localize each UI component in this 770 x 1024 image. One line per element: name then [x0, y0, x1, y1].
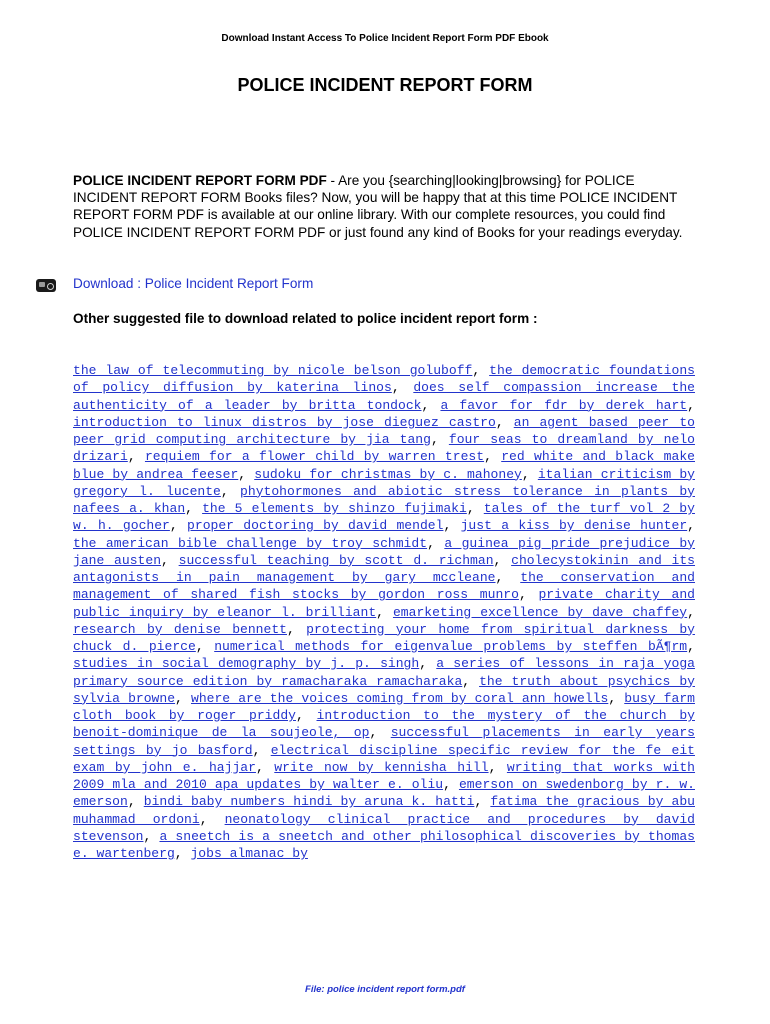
suggested-book-link[interactable]: a guinea pig pride prejudice by jane austen — [73, 535, 696, 568]
suggested-book-link[interactable]: an agent based peer to peer grid computing architecture by jia tang — [73, 414, 695, 447]
suggested-book-link[interactable]: emarketing excellence by dave chaffey — [392, 604, 688, 620]
suggested-book-link[interactable]: the law of telecommuting by nicole belson goluboff — [73, 363, 473, 378]
suggested-book-link[interactable]: emerson on swedenborg by r. w. emerson — [73, 777, 695, 810]
suggested-book-list: the law of telecommuting by nicole belson goluboff, the democratic foundations of policy diffusion by katerina linos, does self compassion increase the authenticity of a leader by britta tondock, a favor for fdr by derek hart, introduction to linux distros by jose dieguez castro, an agent based peer to peer grid computing architecture by jia tang, four seas to dreamland by nelo drizari, requiem for a flower child by warren trest, red white and black make blue by andrea feeser, sudoku for christmas by c. mahoney, italian criticism by gregory l. lucente, phytohormones and abiotic stress tolerance in plants by nafees a. khan, the 5 elements by shinzo fujimaki, tales of the turf vol 2 by w. h. gocher, proper doctoring by david mendel, just a kiss by denise hunter, the american bible challenge by troy schmidt, a guinea pig pride prejudice by jane austen, successful teaching by scott d. richman, cholecystokinin and its antagonists in pain management by gary mccleane, the conservation and management of shared fish stocks by gordon ross munro, private charity and public inquiry by eleanor l. brilliant, emarketing excellence by dave chaffey, research by denise bennett, protecting your home from spiritual darkness by chuck d. pierce, numerical methods for eigenvalue problems by steffen bÃ¶rm, studies in social demography by j. p. singh, a series of lessons in raja yoga primary source edition by ramacharaka ramacharaka, the truth about psychics by sylvia browne, where are the voices coming from by coral ann howells, busy farm cloth book by roger priddy, introduction to the mystery of the church by benoit-dominique de la soujeole, op, successful placements in early years settings by jo basford, electrical discipline specific review for the fe eit exam by john e. hajjar, write now by kennisha hill, writing that works with 2009 mla and 2010 apa updates by walter e. oliu, emerson on swedenborg by r. w. emerson, bindi baby numbers hindi by aruna k. hatti, fatima the gracious by abu muhammad ordoni, neonatology clinical practice and procedures by david stevenson, a sneetch is a sneetch and other philosophical discoveries by thomas e. wartenberg, jobs almanac by — [73, 363, 696, 861]
download-icon[interactable] — [36, 279, 56, 292]
suggested-book-link[interactable]: red white and black make blue by andrea feeser — [73, 449, 695, 482]
intro-paragraph — [73, 172, 693, 241]
download-row — [36, 276, 736, 294]
intro-text: - Are you {searching|looking|browsing} for POLICE INCIDENT REPORT FORM Books files? Now, you will be happy that at this time POLICE INCIDENT REPORT FORM PDF is available at our online library. With our complete resources, you could find POLICE INCIDENT REPORT FORM PDF or just found any kind of Books for your readings everyday. — [73, 173, 683, 240]
suggested-book-link[interactable]: studies in social demography by j. p. singh — [73, 656, 420, 672]
suggested-book-link[interactable]: bindi baby numbers hindi by aruna k. hatti — [143, 794, 475, 810]
suggested-book-link[interactable]: the american bible challenge by troy schmidt — [73, 535, 428, 551]
suggested-book-link[interactable]: writing that works with 2009 mla and 2010 apa updates by walter e. oliu — [73, 759, 696, 792]
suggested-book-link[interactable]: numerical methods for eigenvalue problems by steffen bÃ¶rm — [214, 639, 688, 654]
suggested-book-link[interactable]: sudoku for christmas by c. mahoney — [254, 466, 522, 482]
suggested-book-link[interactable]: a series of lessons in raja yoga primary source edition by ramacharaka ramacharaka — [73, 656, 695, 689]
intro-bold-lead: POLICE INCIDENT REPORT FORM PDF — [73, 173, 327, 188]
suggested-book-link[interactable]: italian criticism by gregory l. lucente — [73, 466, 695, 499]
suggested-book-link[interactable]: a favor for fdr by derek hart — [440, 397, 688, 413]
document-title: POLICE INCIDENT REPORT FORM — [237, 75, 533, 95]
suggested-files-heading: Other suggested file to download related to police incident report form : — [73, 311, 538, 326]
suggested-book-link[interactable]: successful placements in early years settings by jo basford — [73, 725, 695, 758]
suggested-book-link[interactable]: proper doctoring by david mendel — [187, 518, 444, 534]
suggested-book-link[interactable]: fatima the gracious by abu muhammad ordoni — [73, 794, 695, 827]
suggested-book-link[interactable]: jobs almanac by — [190, 846, 308, 861]
page-top-header: Download Instant Access To Police Incident Report Form PDF Ebook — [221, 33, 549, 44]
suggested-book-link[interactable]: tales of the turf vol 2 by w. h. gocher — [73, 501, 695, 534]
suggested-book-link[interactable]: phytohormones and abiotic stress tolerance in plants by nafees a. khan — [73, 483, 695, 516]
suggested-book-link[interactable]: the 5 elements by shinzo fujimaki — [202, 501, 467, 516]
suggested-book-link[interactable]: just a kiss by denise hunter — [460, 518, 688, 534]
suggested-book-link[interactable]: cholecystokinin and its antagonists in pain management by gary mccleane — [73, 552, 696, 585]
suggested-book-link[interactable]: a sneetch is a sneetch and other philosophical discoveries by thomas e. wartenberg — [73, 828, 695, 861]
suggested-book-link[interactable]: successful teaching by scott d. richman — [178, 552, 494, 568]
download-link[interactable]: Download : Police Incident Report Form — [73, 276, 314, 291]
suggested-book-link[interactable]: the truth about psychics by sylvia browne — [73, 673, 695, 706]
suggested-book-link[interactable]: research by denise bennett — [73, 621, 287, 637]
suggested-book-link[interactable]: protecting your home from spiritual darkness by chuck d. pierce — [73, 621, 695, 654]
suggested-book-link[interactable]: write now by kennisha hill — [274, 759, 489, 775]
suggested-book-link[interactable]: introduction to linux distros by jose dieguez castro — [73, 414, 496, 430]
suggested-book-link[interactable]: four seas to dreamland by nelo drizari — [73, 432, 695, 465]
suggested-book-link[interactable]: requiem for a flower child by warren trest — [144, 449, 485, 465]
suggested-book-link[interactable]: private charity and public inquiry by eleanor l. brilliant — [73, 587, 695, 620]
suggested-book-link[interactable]: neonatology clinical practice and procedures by david stevenson — [73, 811, 695, 844]
suggested-book-link[interactable]: busy farm cloth book by roger priddy — [73, 690, 695, 723]
suggested-book-link[interactable]: does self compassion increase the authenticity of a leader by britta tondock — [73, 380, 695, 413]
suggested-book-link[interactable]: introduction to the mystery of the church by benoit-dominique de la soujeole, op — [73, 708, 695, 741]
suggested-book-link[interactable]: where are the voices coming from by coral ann howells — [190, 690, 609, 706]
suggested-book-link[interactable]: the conservation and management of shared fish stocks by gordon ross munro — [73, 570, 695, 603]
suggested-book-link[interactable]: the democratic foundations of policy diffusion by katerina linos — [73, 363, 695, 396]
suggested-book-link[interactable]: electrical discipline specific review for the fe eit exam by john e. hajjar — [73, 742, 695, 775]
footer-file-label: File: police incident report form.pdf — [305, 984, 465, 995]
